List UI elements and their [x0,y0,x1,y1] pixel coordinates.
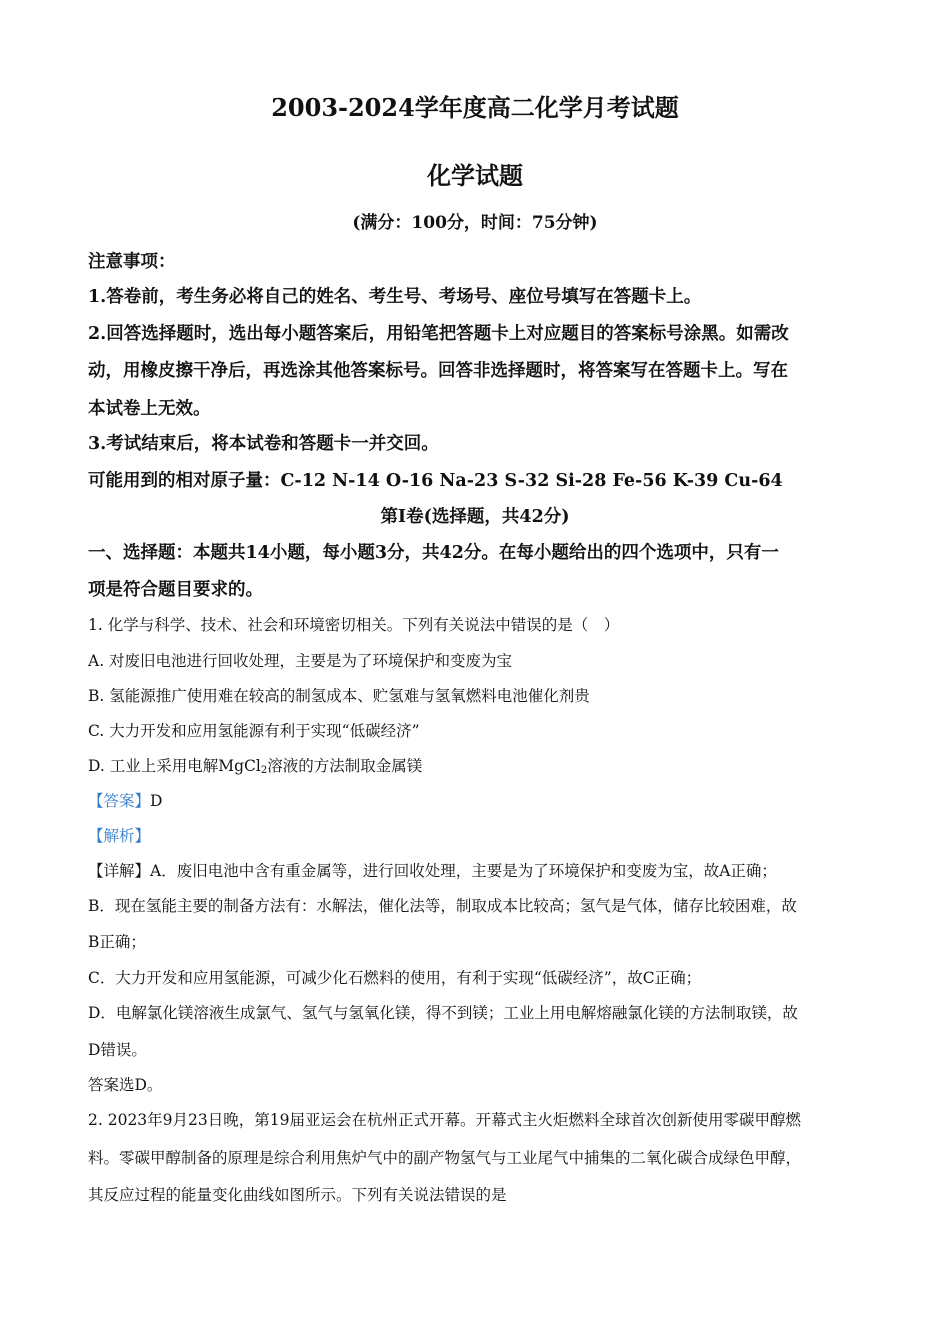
q1-option-d-text: D. 工业上采用电解MgCl [88,757,261,775]
q1-option-a: A. 对废旧电池进行回收处理，主要是为了环境保护和变废为宝 [88,652,513,670]
notice-item-3: 3.考试结束后，将本试卷和答题卡一并交回。 [88,434,439,454]
notice-item-1: 1.答卷前，考生务必将自己的姓名、考生号、考场号、座位号填写在答题卡上。 [88,287,702,307]
page-title: 2003-2024学年度高二化学月考试题 [271,93,679,122]
notice-item-2-line-1: 2.回答选择题时，选出每小题答案后，用铅笔把答题卡上对应题目的答案标号涂黑。如需改 [88,324,789,344]
notice-item-2-line-3: 本试卷上无效。 [88,399,211,419]
q1-detail-line-6: D错误。 [88,1041,147,1059]
answer-tag: 【答案】 [88,792,151,810]
q1-detail-line-5: D．电解氯化镁溶液生成氯气、氢气与氢氧化镁，得不到镁；工业上用电解熔融氯化镁的方法制取镁，故 [88,1004,798,1022]
q1-option-d-text-end: 溶液的方法制取金属镁 [267,757,423,775]
analysis-tag: 【解析】 [88,827,151,845]
section-instruction-line-2: 项是符合题目要求的。 [88,580,263,600]
section-instruction-line-1: 一、选择题：本题共14小题，每小题3分，共42分。在每小题给出的四个选项中，只有一 [88,543,779,563]
q1-option-d-subscript: 2 [260,765,268,776]
q1-answer [88,789,860,811]
q1-detail-line-4: C．大力开发和应用氢能源，可减少化石燃料的使用，有利于实现“低碳经济”，故C正确； [88,969,702,987]
q1-option-c: C. 大力开发和应用氢能源有利于实现“低碳经济” [88,722,420,740]
notice-heading: 注意事项： [88,252,176,272]
page-subtitle: 化学试题 [427,161,523,190]
section-title: 第Ⅰ卷(选择题，共42分) [380,507,570,527]
q2-line-1: 2. 2023年9月23日晚，第19届亚运会在杭州正式开幕。开幕式主火炬燃料全球首次创新使用零碳甲醇燃 [88,1111,801,1129]
q1-detail-line-3: B正确； [88,933,146,951]
q1-option-d [88,754,860,776]
q1-conclusion: 答案选D。 [88,1076,163,1094]
exam-info: (满分：100分，时间：75分钟) [352,213,598,233]
answer-value: D [150,792,163,810]
q1-stem: 1. 化学与科学、技术、社会和环境密切相关。下列有关说法中错误的是（ ） [88,616,620,634]
q2-line-3: 其反应过程的能量变化曲线如图所示。下列有关说法错误的是 [88,1186,507,1204]
notice-item-2-line-2: 动，用橡皮擦干净后，再选涂其他答案标号。回答非选择题时，将答案写在答题卡上。写在 [88,361,788,381]
q1-detail-line-1: 【详解】A．废旧电池中含有重金属等，进行回收处理，主要是为了环境保护和变废为宝，故A正确； [88,862,777,880]
q1-detail-line-2: B．现在氢能主要的制备方法有：水解法，催化法等，制取成本比较高；氢气是气体，储存比较困难，故 [88,897,797,915]
q2-line-2: 料。零碳甲醇制备的原理是综合利用焦炉气中的副产物氢气与工业尾气中捕集的二氧化碳合成绿色甲醇， [88,1149,802,1167]
atomic-masses: 可能用到的相对原子量：C-12 N-14 O-16 Na-23 S-32 Si-28 Fe-56 K-39 Cu-64 [88,471,783,491]
q1-option-b: B. 氢能源推广使用难在较高的制氢成本、贮氢难与氢氧燃料电池催化剂贵 [88,687,590,705]
